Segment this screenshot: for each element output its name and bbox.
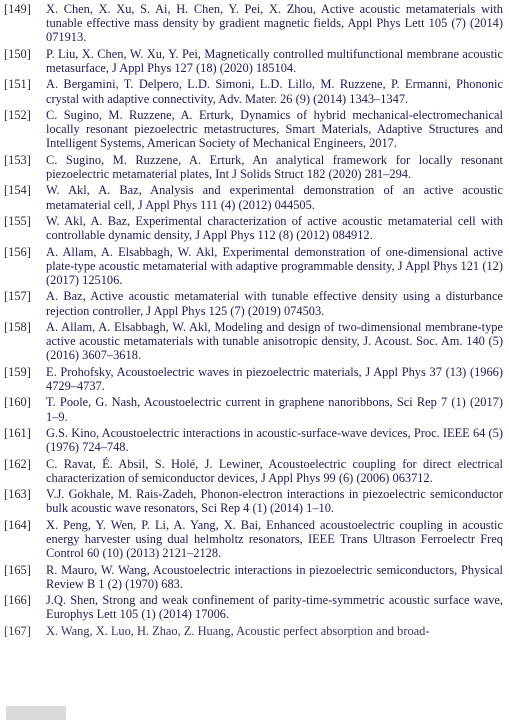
reference-167	[0, 624, 509, 638]
reference-158	[0, 320, 509, 363]
reference-160	[0, 395, 509, 423]
reference-166	[0, 593, 509, 621]
reference-number: [159]	[4, 364, 31, 379]
reference-number: [164]	[4, 517, 31, 532]
reference-text[interactable]: R. Mauro, W. Wang, Acoustoelectric interactions in piezoelectric semiconductors, Physical Review B 1 (2) (1970) 683.	[46, 562, 503, 591]
reference-156	[0, 245, 509, 288]
reference-165	[0, 563, 509, 591]
reference-150	[0, 47, 509, 75]
reference-155	[0, 214, 509, 242]
reference-number: [149]	[4, 2, 31, 16]
reference-161	[0, 426, 509, 454]
reference-154	[0, 183, 509, 211]
watermark-overlay	[6, 706, 66, 720]
reference-number: [165]	[4, 562, 31, 577]
reference-text[interactable]: V.J. Gokhale, M. Rais-Zadeh, Phonon-electron interactions in piezoelectric semiconductor bulk acoustic wave resonators, Sci Rep 4 (1) (2014) 1–10.	[46, 487, 503, 516]
reference-152	[0, 108, 509, 151]
reference-text[interactable]: W. Akl, A. Baz, Experimental characterization of active acoustic metamaterial cell with controllable dynamic density, J Appl Phys 112 (8) (2012) 084912.	[46, 213, 503, 243]
reference-text[interactable]: C. Ravat, É. Absil, S. Holé, J. Lewiner, Acoustoelectric coupling for direct electrical characterization of semiconductor devices, J Appl Phys 99 (6) (2006) 063712.	[46, 456, 503, 485]
reference-164	[0, 518, 509, 561]
reference-149	[0, 2, 509, 45]
reference-163	[0, 487, 509, 515]
reference-text[interactable]: E. Prohofsky, Acoustoelectric waves in piezoelectric materials, J Appl Phys 37 (13) (1966) 4729–4737.	[46, 364, 503, 393]
reference-number: [150]	[4, 46, 31, 61]
reference-number: [152]	[4, 107, 31, 122]
reference-number: [157]	[4, 289, 31, 304]
reference-number: [153]	[4, 152, 31, 167]
reference-number: [158]	[4, 319, 31, 334]
reference-157	[0, 289, 509, 317]
reference-text[interactable]: P. Liu, X. Chen, W. Xu, Y. Pei, Magnetically controlled multifunctional membrane acoustic metasurface, J Appl Phys 127 (18) (2020) 185104.	[46, 46, 503, 75]
reference-text[interactable]: G.S. Kino, Acoustoelectric interactions in acoustic-surface-wave devices, Proc. IEEE 64 (5) (1976) 724–748.	[46, 425, 503, 455]
reference-text[interactable]: X. Chen, X. Xu, S. Ai, H. Chen, Y. Pei, X. Zhou, Active acoustic metamaterials with tunable effective mass density by gradient magnetic fields, Appl Phys Lett 105 (7) (2014) 071913.	[46, 2, 503, 45]
reference-list	[0, 2, 509, 640]
reference-text[interactable]: J.Q. Shen, Strong and weak confinement of parity-time-symmetric acoustic surface wave, Europhys Lett 105 (1) (2014) 17006.	[46, 593, 503, 622]
reference-number: [154]	[4, 183, 31, 198]
reference-text[interactable]: W. Akl, A. Baz, Analysis and experimental demonstration of an active acoustic metamaterial cell, J Appl Phys 111 (4) (2012) 044505.	[46, 183, 503, 212]
reference-number: [160]	[4, 395, 31, 410]
reference-text[interactable]: T. Poole, G. Nash, Acoustoelectric current in graphene nanoribbons, Sci Rep 7 (1) (2017) 1–9.	[46, 395, 503, 424]
reference-number: [166]	[4, 593, 31, 608]
reference-162	[0, 457, 509, 485]
reference-number: [151]	[4, 77, 31, 92]
reference-text[interactable]: A. Allam, A. Elsabbagh, W. Akl, Modeling and design of two-dimensional membrane-type active acoustic metamaterials with tunable anisotropic density, J. Acoust. Soc. Am. 140 (5) (2016) 3607–3618.	[46, 319, 503, 363]
reference-number: [155]	[4, 213, 31, 228]
reference-159	[0, 365, 509, 393]
reference-text[interactable]: A. Baz, Active acoustic metamaterial with tunable effective density using a disturbance rejection controller, J Appl Phys 125 (7) (2019) 074503.	[46, 289, 503, 318]
reference-text[interactable]: X. Peng, Y. Wen, P. Li, A. Yang, X. Bai, Enhanced acoustoelectric coupling in acoustic energy harvester using dual helmholtz resonators, IEEE Trans Ultrason Ferroelectr Freq Control 60 (10) (2013) 2121–2128.	[46, 517, 503, 561]
reference-text[interactable]: A. Allam, A. Elsabbagh, W. Akl, Experimental demonstration of one-dimensional active plate-type acoustic metamaterial with adaptive programmable density, J Appl Phys 121 (12) (2017) 125106.	[46, 244, 503, 287]
reference-number: [161]	[4, 425, 31, 440]
reference-text[interactable]: C. Sugino, M. Ruzzene, A. Erturk, An analytical framework for locally resonant piezoelectric metamaterial plates, Int J Solids Struct 182 (2020) 281–294.	[46, 152, 503, 181]
reference-text[interactable]: C. Sugino, M. Ruzzene, A. Erturk, Dynamics of hybrid mechanical-electromechanical locally resonant piezoelectric metastructures, Smart Materials, Adaptive Structures and Intelligent Systems, American Society of Mechanical Engineers, 2017.	[46, 107, 503, 151]
reference-text[interactable]: X. Wang, X. Luo, H. Zhao, Z. Huang, Acoustic perfect absorption and broad-	[46, 623, 430, 638]
reference-number: [163]	[4, 487, 31, 502]
reference-number: [156]	[4, 244, 31, 259]
reference-number: [162]	[4, 456, 31, 471]
reference-number: [167]	[4, 623, 31, 638]
reference-text[interactable]: A. Bergamini, T. Delpero, L.D. Simoni, L.D. Lillo, M. Ruzzene, P. Ermanni, Phononic crystal with adaptive connectivity, Adv. Mater. 26 (9) (2014) 1343–1347.	[46, 77, 503, 106]
reference-153	[0, 153, 509, 181]
reference-151	[0, 77, 509, 105]
